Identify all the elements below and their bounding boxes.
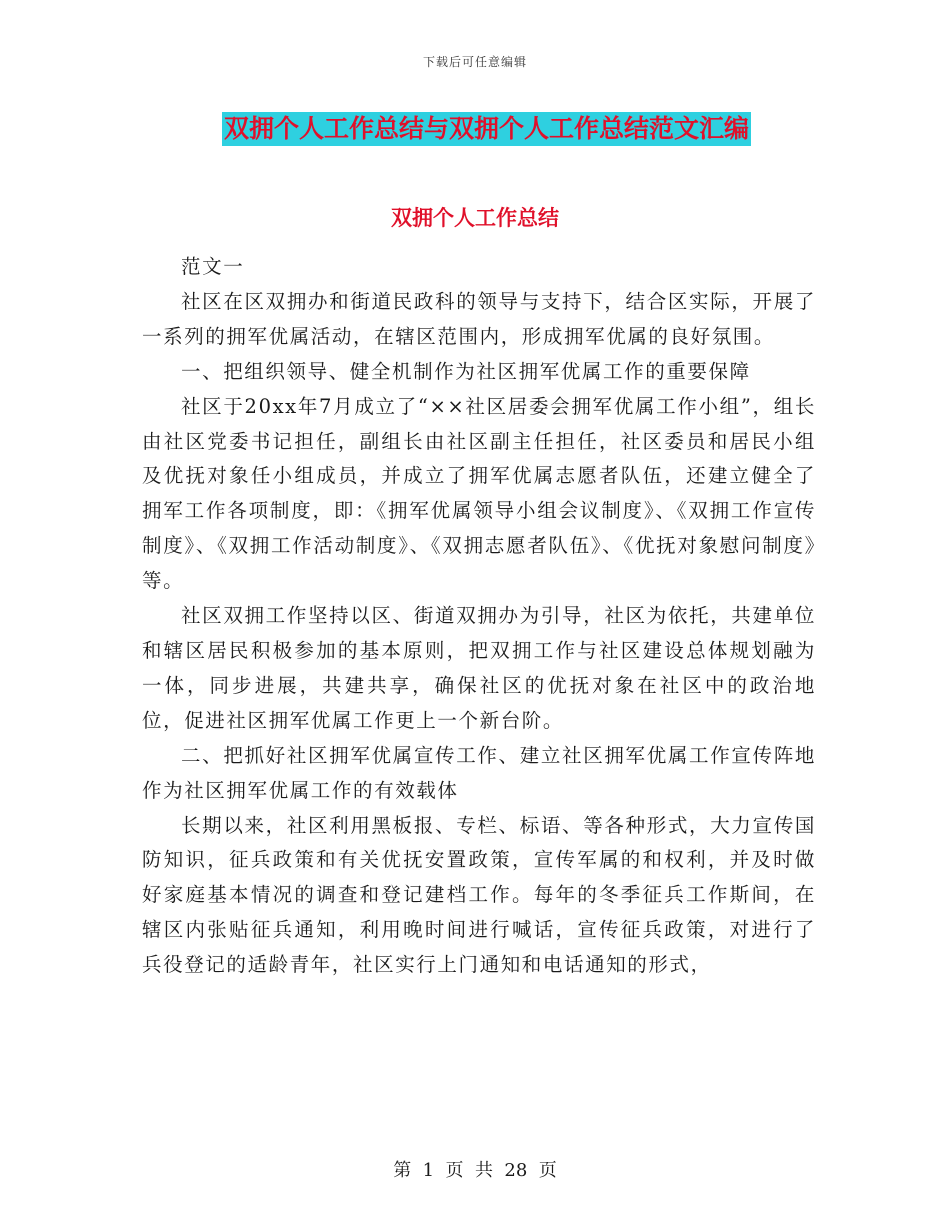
page-number: 第 1 页 共 28 页 — [393, 1160, 557, 1181]
paragraph: 社区双拥工作坚持以区、街道双拥办为引导，社区为依托，共建单位和辖区居民积极参加的基本原则，把双拥工作与社区建设总体规划融为一体，同步进展，共建共享，确保社区的优抚对象在社区中的政治地位，促进社区拥军优属工作更上一个新台阶。 — [142, 604, 816, 732]
paragraph: 范文一 — [181, 255, 245, 278]
paragraph: 社区在区双拥办和街道民政科的领导与支持下，结合区实际，开展了一系列的拥军优属活动，在辖区范围内，形成拥军优属的良好氛围。 — [142, 289, 816, 348]
paragraph: 长期以来，社区利用黑板报、专栏、标语、等各种形式，大力宣传国防知识，征兵政策和有关优抚安置政策，宣传军属的和权利，并及时做好家庭基本情况的调查和登记建档工作。每年的冬季征兵工作斯间，在辖区内张贴征兵通知，利用晚时间进行喊话，宣传征兵政策，对进行了兵役登记的适龄青年，社区实行上门通知和电话通知的形式， — [142, 813, 816, 977]
document-title: 双拥个人工作总结与双拥个人工作总结范文汇编 — [224, 114, 750, 143]
paragraph: 社区于20xx年7月成立了“××社区居委会拥军优属工作小组”，组长由社区党委书记担任，副组长由社区副主任担任，社区委员和居民小组及优抚对象任小组成员，并成立了拥军优属志愿者队伍，还建立健全了拥军工作各项制度，即：《拥军优属领导小组会议制度》、《双拥工作宣传制度》、《双拥工作活动制度》、《双拥志愿者队伍》、《优抚对象慰问制度》等。 — [142, 394, 816, 593]
title-highlight — [222, 112, 751, 146]
paragraph-heading: 一、把组织领导、健全机制作为社区拥军优属工作的重要保障 — [181, 359, 751, 383]
header-note: 下载后可任意编辑 — [422, 55, 527, 69]
section-title: 双拥个人工作总结 — [391, 206, 559, 230]
document-body — [142, 250, 816, 983]
paragraph-heading: 二、把抓好社区拥军优属宣传工作、建立社区拥军优属工作宣传阵地作为社区拥军优属工作的有效载体 — [142, 743, 816, 802]
